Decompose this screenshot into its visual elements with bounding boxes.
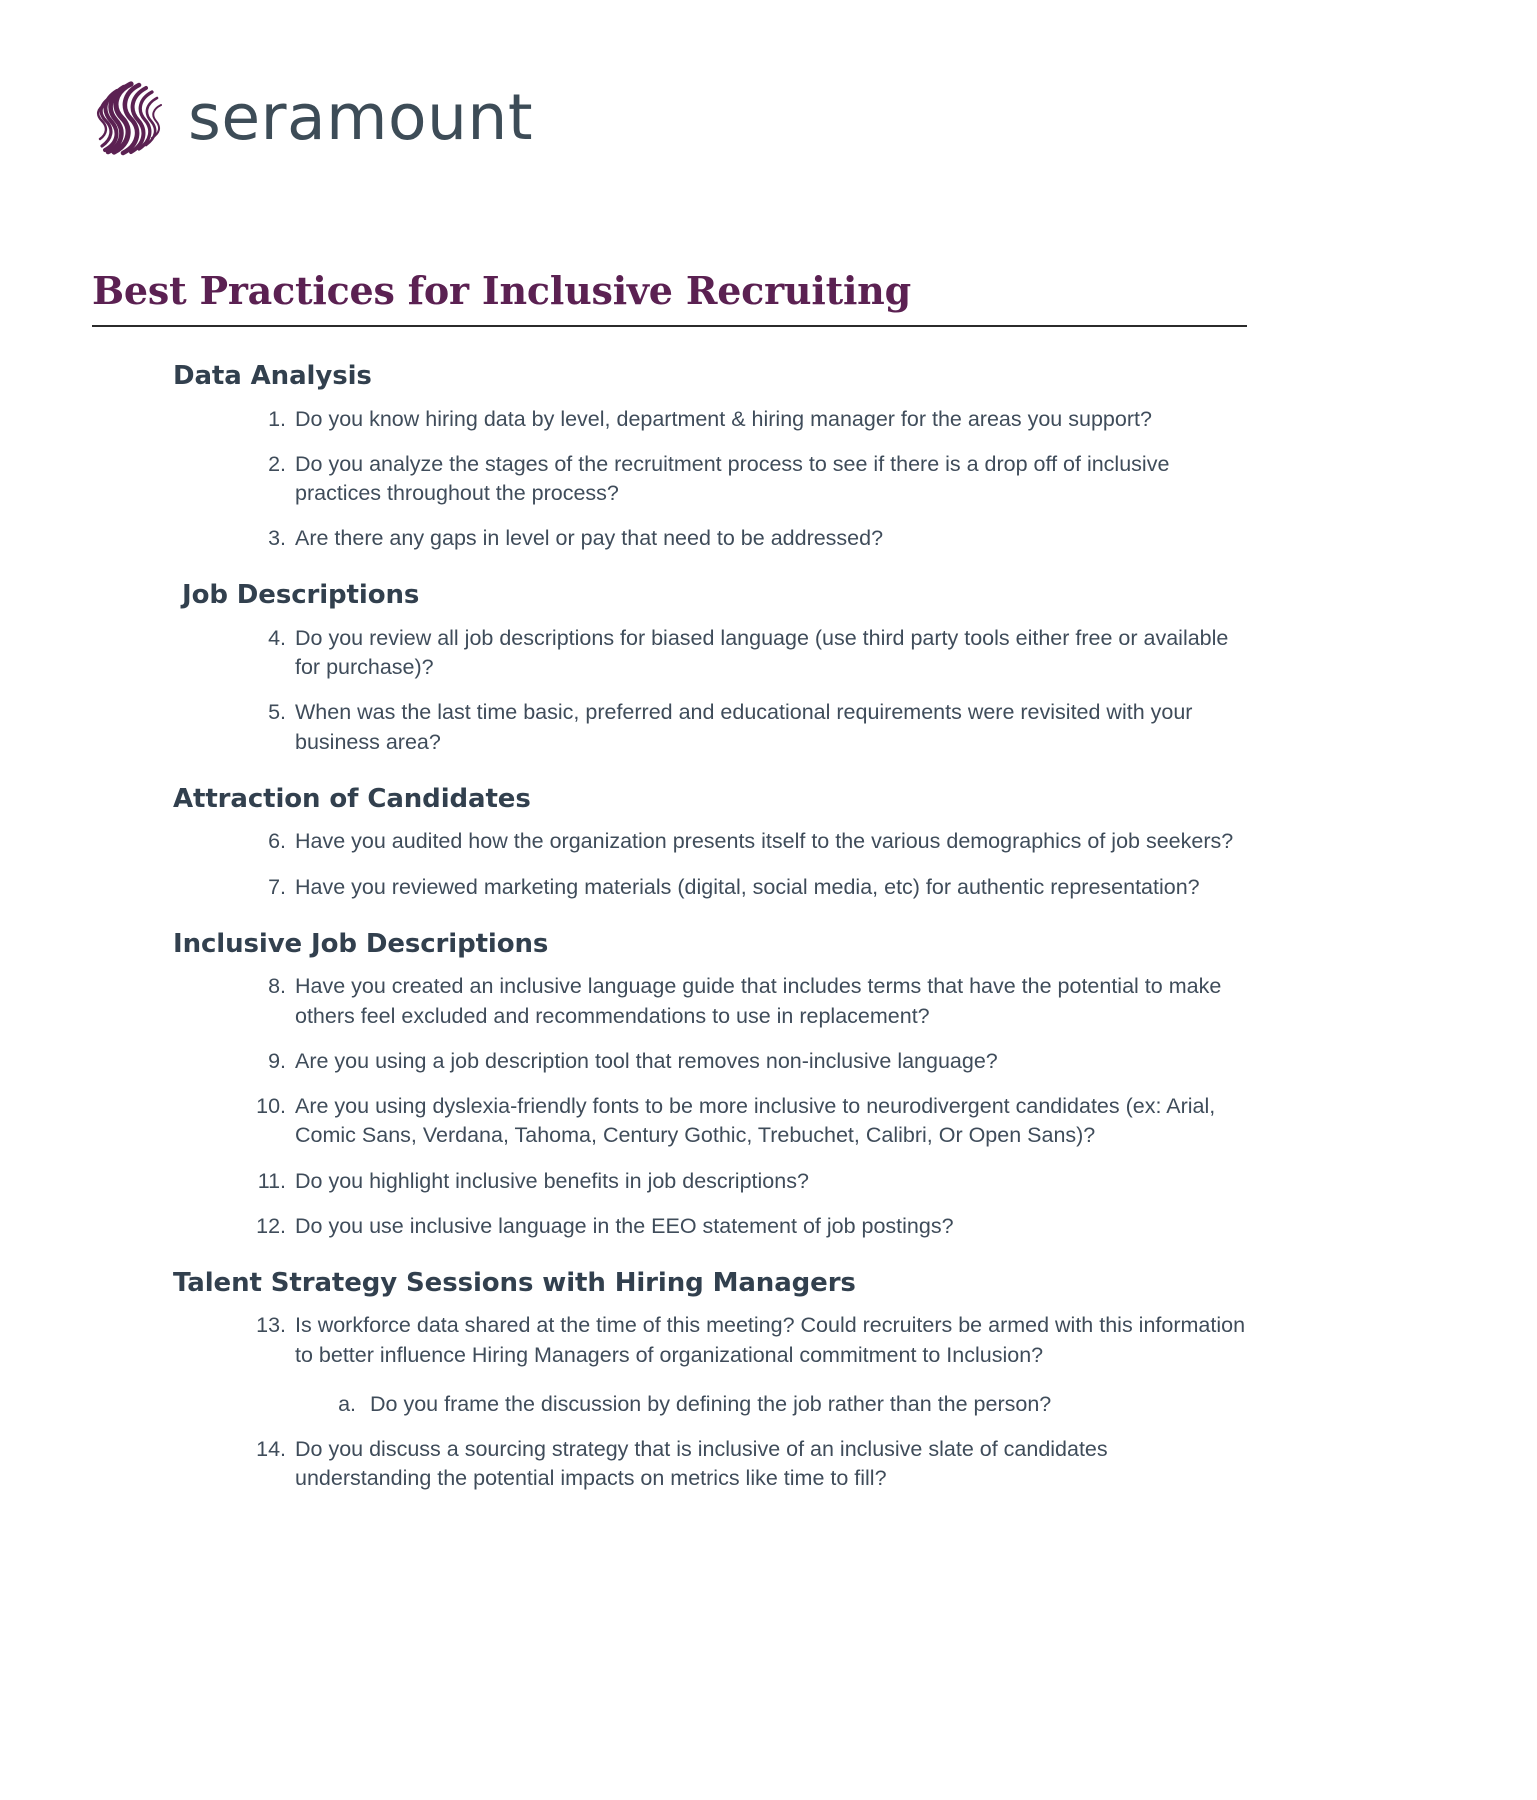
- checklist: [0, 624, 1537, 757]
- checklist: [0, 405, 1537, 554]
- list-item-marker: 11.: [257, 1168, 286, 1193]
- list-item-marker: 8.: [268, 974, 286, 999]
- section-heading: Job Descriptions: [182, 580, 420, 611]
- list-item-sub: [0, 1390, 1537, 1419]
- seramount-wave-mark-icon: [92, 78, 170, 160]
- list-item: [0, 1435, 1537, 1493]
- list-item: [0, 1047, 1537, 1076]
- section-job-descriptions: [0, 579, 1537, 756]
- brand-logo: [92, 78, 533, 160]
- list-item: [0, 405, 1537, 434]
- list-item-marker: 7.: [268, 874, 286, 899]
- list-item-text: Do you highlight inclusive benefits in job descriptions?: [295, 1168, 809, 1193]
- list-item-marker: 13.: [256, 1313, 286, 1338]
- list-item-text: Do you use inclusive language in the EEO statement of job postings?: [295, 1213, 954, 1238]
- list-item: [0, 873, 1537, 902]
- section-heading: Attraction of Candidates: [173, 783, 531, 814]
- list-item: [0, 1167, 1537, 1196]
- list-item: [0, 624, 1537, 682]
- list-item-text: Have you created an inclusive language guide that includes terms that have the potential to make others feel excluded and recommendations to use in replacement?: [295, 974, 1222, 1028]
- list-item-text: Do you discuss a sourcing strategy that is inclusive of an inclusive slate of candidates understanding the potential impacts on metrics like time to fill?: [295, 1437, 1108, 1491]
- list-item: [0, 1212, 1537, 1241]
- section-attraction-of-candidates: [0, 783, 1537, 902]
- list-item-marker: 10.: [256, 1094, 286, 1119]
- list-item: [0, 1092, 1537, 1150]
- section-talent-strategy-sessions: [0, 1267, 1537, 1494]
- checklist: [0, 1311, 1537, 1493]
- list-item-marker: 14.: [256, 1437, 286, 1462]
- section-heading: Talent Strategy Sessions with Hiring Managers: [173, 1267, 856, 1298]
- list-item-text: Are there any gaps in level or pay that need to be addressed?: [295, 526, 884, 551]
- list-item-text: Do you frame the discussion by defining the job rather than the person?: [370, 1391, 1052, 1416]
- list-item-text: Do you analyze the stages of the recruitment process to see if there is a drop off of inclusive practices throughout the process?: [295, 451, 1170, 505]
- list-item-marker: 12.: [256, 1213, 286, 1238]
- list-item: [0, 698, 1537, 756]
- checklist: [0, 827, 1537, 901]
- list-item: [0, 450, 1537, 508]
- section-data-analysis: [0, 360, 1537, 553]
- list-item: [0, 524, 1537, 553]
- section-heading: Data Analysis: [173, 361, 372, 391]
- list-item-text: Do you know hiring data by level, department & hiring manager for the areas you support?: [295, 406, 1152, 431]
- list-item-text: Are you using a job description tool that removes non-inclusive language?: [295, 1048, 998, 1073]
- list-item: [0, 1311, 1537, 1369]
- title-divider: [92, 325, 1247, 327]
- list-item-text: Are you using dyslexia-friendly fonts to be more inclusive to neurodivergent candidates (ex: Arial, Comic Sans, Verdana, Tahoma, Century Gothic, Trebuchet, Calibri, Or Open Sans)?: [295, 1094, 1216, 1148]
- checklist: [0, 972, 1537, 1241]
- section-heading: Inclusive Job Descriptions: [173, 928, 549, 959]
- list-item-marker: 1.: [268, 406, 286, 431]
- list-item-marker: a.: [338, 1391, 356, 1416]
- list-item-marker: 4.: [268, 625, 286, 650]
- list-item-marker: 5.: [268, 700, 286, 725]
- brand-wordmark: seramount: [188, 80, 534, 154]
- list-item: [0, 972, 1537, 1030]
- list-item-text: When was the last time basic, preferred and educational requirements were revisited with your business area?: [295, 700, 1193, 754]
- list-item-marker: 6.: [268, 829, 286, 854]
- list-item: [0, 827, 1537, 856]
- list-item-text: Do you review all job descriptions for biased language (use third party tools either free or available for purchase)?: [295, 625, 1229, 680]
- page-title: Best Practices for Inclusive Recruiting: [92, 268, 911, 313]
- section-inclusive-job-descriptions: [0, 928, 1537, 1241]
- list-item-marker: 9.: [268, 1048, 286, 1073]
- list-item-text: Have you audited how the organization presents itself to the various demographics of job seekers?: [295, 829, 1234, 854]
- list-item-marker: 3.: [268, 526, 286, 551]
- list-item-text: Is workforce data shared at the time of this meeting? Could recruiters be armed with this information to better influence Hiring Managers of organizational commitment to Inclusion?: [295, 1313, 1246, 1367]
- document-body: [0, 360, 1537, 1494]
- list-item-marker: 2.: [268, 451, 286, 476]
- list-item-text: Have you reviewed marketing materials (digital, social media, etc) for authentic representation?: [295, 874, 1200, 899]
